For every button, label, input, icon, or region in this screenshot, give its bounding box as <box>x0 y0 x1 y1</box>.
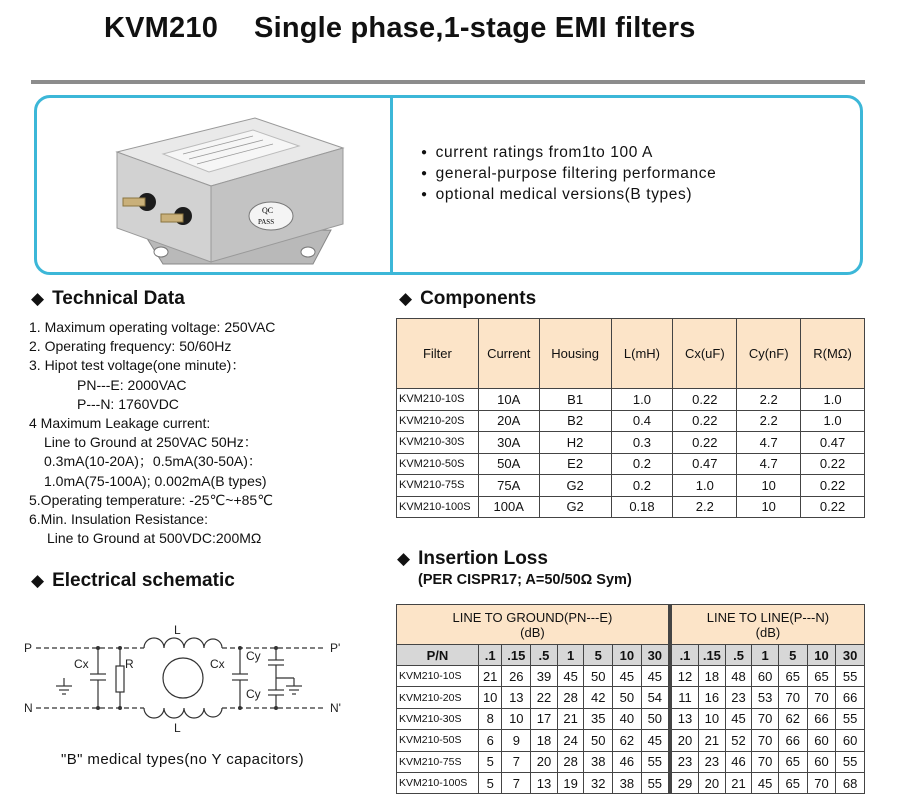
line-loss-cell: 65 <box>778 751 807 772</box>
page-subtitle: Single phase,1-stage EMI filters <box>254 12 696 44</box>
table-cell: 0.47 <box>673 453 737 475</box>
frequency-header: .1 <box>670 645 699 666</box>
feature-item: ● general-purpose filtering performance <box>421 163 716 184</box>
table-row <box>397 432 865 454</box>
group-label: LINE TO LINE(P---N) <box>706 609 830 625</box>
filter-part-number: KVM210-50S <box>397 453 479 475</box>
line-loss-cell: 23 <box>699 751 726 772</box>
pass-text: PASS <box>258 218 275 226</box>
tech-line: 1.0mA(75-100A); 0.002mA(B types) <box>44 472 267 489</box>
table-cell: H2 <box>539 432 611 454</box>
frequency-header-row <box>397 645 865 666</box>
line-loss-cell: 60 <box>752 666 779 687</box>
ground-loss-cell: 35 <box>584 708 613 729</box>
feature-item: ● optional medical versions(B types) <box>421 184 716 205</box>
line-loss-cell: 46 <box>725 751 752 772</box>
cy-bottom-label: Cy <box>246 687 261 701</box>
line-loss-cell: 55 <box>836 751 865 772</box>
tech-line: 1. Maximum operating voltage: 250VAC <box>29 319 276 335</box>
frequency-header: 10 <box>613 645 642 666</box>
node-p-label: P <box>24 641 33 655</box>
insertion-loss-table <box>396 604 865 794</box>
frequency-header: .1 <box>478 645 502 666</box>
line-loss-cell: 62 <box>778 708 807 729</box>
ground-loss-cell: 13 <box>531 772 558 793</box>
line-to-line-header <box>670 605 865 645</box>
tech-line: PN---E: 2000VAC <box>77 376 187 393</box>
technical-data-list <box>29 318 275 548</box>
group-header-row <box>397 605 865 645</box>
components-table <box>396 318 865 518</box>
line-loss-cell: 21 <box>725 772 752 793</box>
table-cell: 2.2 <box>737 389 801 411</box>
product-photo <box>103 112 353 272</box>
table-cell: 50A <box>478 453 539 475</box>
ground-loss-cell: 55 <box>641 772 670 793</box>
line-loss-cell: 60 <box>807 751 836 772</box>
table-row <box>397 389 865 411</box>
frequency-header: 30 <box>836 645 865 666</box>
table-cell: B1 <box>539 389 611 411</box>
table-cell: 30A <box>478 432 539 454</box>
tech-line: Line to Ground at 500VDC:200MΩ <box>47 530 262 547</box>
filter-part-number: KVM210-75S <box>397 751 479 772</box>
table-cell: 0.2 <box>611 453 673 475</box>
tech-line: 0.3mA(10-20A)；0.5mA(30-50A)： <box>44 453 262 470</box>
ground-loss-cell: 50 <box>584 666 613 687</box>
ground-loss-cell: 32 <box>584 772 613 793</box>
filter-part-number: KVM210-75S <box>397 475 479 497</box>
line-loss-cell: 68 <box>836 772 865 793</box>
table-cell: 0.4 <box>611 410 673 432</box>
qc-text: QC <box>262 206 274 215</box>
product-overview-box <box>34 95 863 275</box>
frequency-header: 1 <box>557 645 584 666</box>
filter-part-number: KVM210-20S <box>397 410 479 432</box>
table-cell: G2 <box>539 496 611 518</box>
ground-loss-cell: 45 <box>557 666 584 687</box>
tech-line: 4 Maximum Leakage current: <box>29 415 211 432</box>
line-loss-cell: 13 <box>670 708 699 729</box>
frequency-header: 10 <box>807 645 836 666</box>
unit-label: (dB) <box>755 624 781 640</box>
table-cell: 4.7 <box>737 453 801 475</box>
line-loss-cell: 65 <box>807 666 836 687</box>
technical-data-title: Technical Data <box>52 288 185 309</box>
ground-loss-cell: 45 <box>641 666 670 687</box>
table-cell: E2 <box>539 453 611 475</box>
resistor-label: R <box>125 657 134 671</box>
ground-loss-cell: 28 <box>557 751 584 772</box>
ground-loss-cell: 22 <box>531 687 558 708</box>
frequency-header: .5 <box>725 645 752 666</box>
table-row <box>397 687 865 708</box>
line-loss-cell: 60 <box>836 730 865 751</box>
column-header: R(MΩ) <box>801 319 865 389</box>
filter-part-number: KVM210-100S <box>397 496 479 518</box>
electrical-schematic <box>24 608 354 738</box>
ground-loss-cell: 21 <box>478 666 502 687</box>
cy-top-label: Cy <box>246 649 261 663</box>
filter-part-number: KVM210-30S <box>397 708 479 729</box>
column-header: Cx(uF) <box>673 319 737 389</box>
schematic-heading <box>31 570 235 592</box>
line-loss-cell: 20 <box>670 730 699 751</box>
inductor-top-label: L <box>174 623 181 637</box>
ground-loss-cell: 8 <box>478 708 502 729</box>
line-loss-cell: 12 <box>670 666 699 687</box>
table-cell: 0.47 <box>801 432 865 454</box>
components-title: Components <box>420 288 537 309</box>
ground-loss-cell: 45 <box>613 666 642 687</box>
table-cell: 0.18 <box>611 496 673 518</box>
insertion-loss-title: Insertion Loss <box>418 548 548 569</box>
components-header-row <box>397 319 865 389</box>
line-loss-cell: 66 <box>836 687 865 708</box>
ground-loss-cell: 10 <box>502 708 531 729</box>
table-row <box>397 453 865 475</box>
line-loss-cell: 55 <box>836 708 865 729</box>
diamond-bullet-icon: ◆ <box>31 571 45 590</box>
line-loss-cell: 23 <box>670 751 699 772</box>
table-row <box>397 475 865 497</box>
cx-left-label: Cx <box>74 657 89 671</box>
table-row <box>397 751 865 772</box>
ground-loss-cell: 39 <box>531 666 558 687</box>
table-cell: 2.2 <box>737 410 801 432</box>
line-loss-cell: 21 <box>699 730 726 751</box>
table-cell: 20A <box>478 410 539 432</box>
column-header: Filter <box>397 319 479 389</box>
table-row <box>397 666 865 687</box>
tech-line: 3. Hipot test voltage(one minute)： <box>29 357 246 374</box>
filter-part-number: KVM210-20S <box>397 687 479 708</box>
ground-loss-cell: 20 <box>531 751 558 772</box>
frequency-header: 30 <box>641 645 670 666</box>
frequency-header: 5 <box>584 645 613 666</box>
ground-loss-cell: 50 <box>641 708 670 729</box>
line-loss-cell: 20 <box>699 772 726 793</box>
ground-loss-cell: 7 <box>502 751 531 772</box>
components-body <box>397 389 865 518</box>
schematic-title: Electrical schematic <box>52 570 235 591</box>
ground-loss-cell: 62 <box>613 730 642 751</box>
filter-part-number: KVM210-50S <box>397 730 479 751</box>
insertion-loss-subtitle: (PER CISPR17; A=50/50Ω Sym) <box>418 572 632 588</box>
ground-loss-cell: 24 <box>557 730 584 751</box>
ground-loss-cell: 17 <box>531 708 558 729</box>
table-cell: 0.2 <box>611 475 673 497</box>
ground-loss-cell: 54 <box>641 687 670 708</box>
filter-part-number: KVM210-30S <box>397 432 479 454</box>
line-loss-cell: 23 <box>725 687 752 708</box>
table-cell: 10 <box>737 496 801 518</box>
insertion-loss-heading <box>397 548 548 570</box>
table-cell: 1.0 <box>801 389 865 411</box>
line-loss-cell: 11 <box>670 687 699 708</box>
unit-label: (dB) <box>520 624 545 640</box>
line-loss-cell: 18 <box>699 666 726 687</box>
line-loss-cell: 60 <box>807 730 836 751</box>
line-loss-cell: 70 <box>752 751 779 772</box>
table-cell: 0.22 <box>801 496 865 518</box>
ground-loss-cell: 5 <box>478 772 502 793</box>
ground-loss-cell: 18 <box>531 730 558 751</box>
tech-line: P---N: 1760VDC <box>77 395 179 412</box>
table-cell: G2 <box>539 475 611 497</box>
feature-item: ● current ratings from1to 100 A <box>421 142 716 163</box>
line-loss-cell: 45 <box>725 708 752 729</box>
table-row <box>397 708 865 729</box>
technical-data-heading <box>31 288 185 310</box>
node-n-out-label: N' <box>330 701 341 715</box>
ground-loss-cell: 19 <box>557 772 584 793</box>
ground-loss-cell: 55 <box>641 751 670 772</box>
table-cell: 100A <box>478 496 539 518</box>
ground-loss-cell: 7 <box>502 772 531 793</box>
table-cell: 1.0 <box>673 475 737 497</box>
table-cell: 1.0 <box>801 410 865 432</box>
ground-loss-cell: 9 <box>502 730 531 751</box>
model-name: KVM210 <box>104 12 219 44</box>
ground-loss-cell: 38 <box>584 751 613 772</box>
line-loss-cell: 52 <box>725 730 752 751</box>
ground-loss-cell: 13 <box>502 687 531 708</box>
line-loss-cell: 66 <box>778 730 807 751</box>
table-row <box>397 410 865 432</box>
ground-loss-cell: 38 <box>613 772 642 793</box>
filter-part-number: KVM210-100S <box>397 772 479 793</box>
line-loss-cell: 70 <box>752 730 779 751</box>
ground-loss-cell: 6 <box>478 730 502 751</box>
table-cell: 1.0 <box>611 389 673 411</box>
column-header: L(mH) <box>611 319 673 389</box>
line-loss-cell: 70 <box>807 772 836 793</box>
table-cell: 4.7 <box>737 432 801 454</box>
ground-loss-cell: 26 <box>502 666 531 687</box>
diamond-bullet-icon: ◆ <box>399 289 413 308</box>
table-cell: 0.22 <box>801 453 865 475</box>
line-loss-cell: 48 <box>725 666 752 687</box>
table-row <box>397 496 865 518</box>
page-title <box>0 12 899 45</box>
tech-line: 6.Min. Insulation Resistance: <box>29 511 208 528</box>
column-header: Cy(nF) <box>737 319 801 389</box>
table-cell: 0.22 <box>673 389 737 411</box>
line-loss-cell: 29 <box>670 772 699 793</box>
components-heading <box>399 288 536 310</box>
ground-loss-cell: 28 <box>557 687 584 708</box>
line-loss-cell: 66 <box>807 708 836 729</box>
frequency-header: 1 <box>752 645 779 666</box>
column-header: Housing <box>539 319 611 389</box>
ground-loss-cell: 40 <box>613 708 642 729</box>
ground-loss-cell: 10 <box>478 687 502 708</box>
table-cell: 10A <box>478 389 539 411</box>
line-loss-cell: 65 <box>778 772 807 793</box>
group-label: LINE TO GROUND(PN---E) <box>452 609 613 625</box>
table-cell: 2.2 <box>673 496 737 518</box>
node-n-label: N <box>24 701 33 715</box>
table-cell: 0.3 <box>611 432 673 454</box>
ground-loss-cell: 42 <box>584 687 613 708</box>
line-loss-cell: 10 <box>699 708 726 729</box>
line-loss-cell: 53 <box>752 687 779 708</box>
line-loss-cell: 70 <box>807 687 836 708</box>
node-p-out-label: P' <box>330 641 341 655</box>
ground-loss-cell: 5 <box>478 751 502 772</box>
ground-loss-cell: 50 <box>584 730 613 751</box>
line-to-ground-header <box>397 605 670 645</box>
ground-loss-cell: 50 <box>613 687 642 708</box>
table-cell: 0.22 <box>801 475 865 497</box>
frequency-header: 5 <box>778 645 807 666</box>
diamond-bullet-icon: ◆ <box>31 289 45 308</box>
table-row <box>397 730 865 751</box>
overview-divider <box>390 98 393 272</box>
frequency-header: .15 <box>699 645 726 666</box>
ground-loss-cell: 45 <box>641 730 670 751</box>
table-cell: B2 <box>539 410 611 432</box>
table-cell: 0.22 <box>673 432 737 454</box>
tech-line: 5.Operating temperature: -25℃~+85℃ <box>29 491 273 508</box>
filter-part-number: KVM210-10S <box>397 666 479 687</box>
table-cell: 75A <box>478 475 539 497</box>
title-rule <box>31 80 865 84</box>
schematic-caption: "B" medical types(no Y capacitors) <box>61 751 304 768</box>
line-loss-cell: 55 <box>836 666 865 687</box>
line-loss-cell: 70 <box>778 687 807 708</box>
ground-loss-cell: 21 <box>557 708 584 729</box>
table-cell: 0.22 <box>673 410 737 432</box>
line-loss-cell: 65 <box>778 666 807 687</box>
cx-right-label: Cx <box>210 657 225 671</box>
filter-part-number: KVM210-10S <box>397 389 479 411</box>
feature-list <box>421 142 716 205</box>
line-loss-cell: 16 <box>699 687 726 708</box>
pn-header: P/N <box>397 645 479 666</box>
line-loss-cell: 45 <box>752 772 779 793</box>
line-loss-cell: 70 <box>752 708 779 729</box>
table-cell: 10 <box>737 475 801 497</box>
inductor-bottom-label: L <box>174 721 181 735</box>
ground-loss-cell: 46 <box>613 751 642 772</box>
column-header: Current <box>478 319 539 389</box>
table-row <box>397 772 865 793</box>
tech-line: Line to Ground at 250VAC 50Hz： <box>44 434 258 451</box>
frequency-header: .5 <box>531 645 558 666</box>
insertion-loss-body <box>397 666 865 794</box>
tech-line: 2. Operating frequency: 50/60Hz <box>29 338 232 355</box>
diamond-bullet-icon: ◆ <box>397 549 411 568</box>
frequency-header: .15 <box>502 645 531 666</box>
